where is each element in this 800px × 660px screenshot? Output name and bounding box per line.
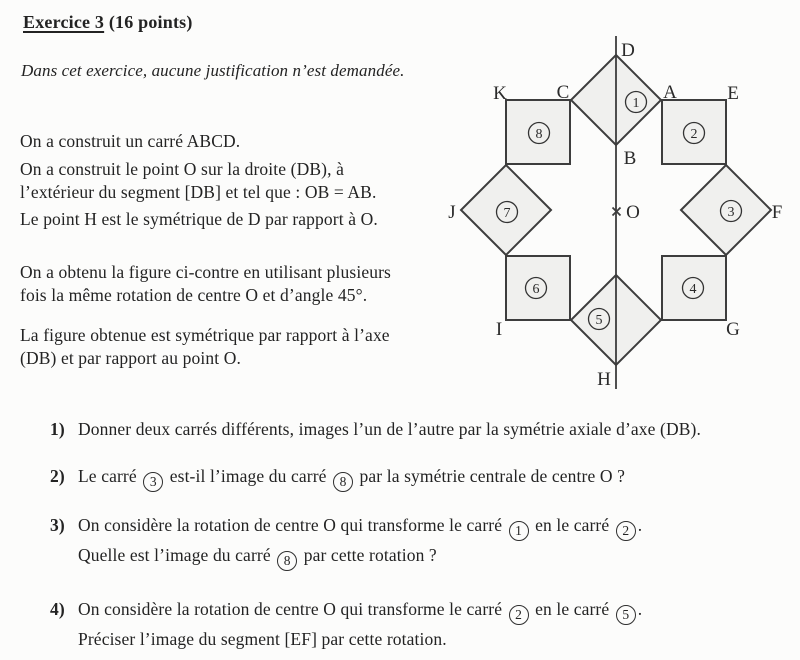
square-number-label-8: 8 — [535, 127, 543, 142]
intro-paragraph-2 — [20, 158, 465, 204]
point-label-C: C — [556, 82, 570, 103]
paragraph-line: On a obtenu la figure ci-contre en utilisant plusieurs — [20, 262, 391, 282]
square-number-label-7: 7 — [503, 206, 511, 221]
exercise-title-points: (16 points) — [104, 12, 193, 32]
question-line: Donner deux carrés différents, images l’un de l’autre par la symétrie axiale d’axe (DB). — [78, 419, 701, 439]
question-line: Quelle est l’image du carré 8 par cette rotation ? — [78, 541, 793, 571]
point-label-I: I — [495, 319, 503, 340]
square-3-shape — [681, 165, 771, 255]
paragraph-line: fois la même rotation de centre O et d’angle 45°. — [20, 285, 368, 306]
question-line: On considère la rotation de centre O qui transforme le carré 1 en le carré 2 . — [78, 511, 793, 541]
intro-paragraph-1 — [20, 130, 465, 153]
point-label-O: O — [626, 202, 640, 223]
paragraph-line: La figure obtenue est symétrique par rapport à l’axe — [20, 325, 390, 345]
paragraph-line: On a construit un carré ABCD. — [20, 131, 241, 151]
square-number-label-2: 2 — [690, 127, 698, 142]
exercise-title-name: Exercice 3 — [23, 12, 105, 32]
square-number-label-4: 4 — [689, 282, 697, 297]
point-label-J: J — [448, 202, 456, 223]
circled-number-2: 2 — [509, 605, 529, 625]
question-line: Le carré 3 est-il l’image du carré 8 par la symétrie centrale de centre O ? — [78, 465, 793, 492]
paragraph-line: On a construit le point O sur la droite (DB), à — [20, 159, 344, 179]
paragraph-line: Le point H est le symétrique de D par rapport à O. — [20, 209, 378, 229]
circled-number-1: 1 — [509, 521, 529, 541]
question-number: 3) — [50, 515, 65, 535]
intro-paragraph-4 — [20, 261, 465, 307]
point-label-K: K — [493, 83, 507, 104]
question-text — [78, 511, 793, 571]
question-line: On considère la rotation de centre O qui transforme le carré 2 en le carré 5 . — [78, 595, 793, 625]
question-text — [78, 418, 793, 441]
paragraph-line: l’extérieur du segment [DB] et tel que : OB = AB. — [20, 182, 377, 203]
paragraph-line: (DB) et par rapport au point O. — [20, 348, 241, 369]
point-label-A: A — [663, 82, 677, 103]
exercise-title — [23, 12, 193, 33]
exercise-note: Dans cet exercice, aucune justification n’est demandée. — [21, 61, 405, 80]
point-label-D: D — [621, 40, 635, 61]
circled-number-8: 8 — [277, 551, 297, 571]
circled-number-3: 3 — [143, 472, 163, 492]
question-line: Préciser l’image du segment [EF] par cette rotation. — [78, 628, 447, 649]
question-number: 2) — [50, 466, 65, 486]
square-number-label-5: 5 — [595, 313, 603, 328]
point-label-B: B — [623, 148, 637, 169]
square-number-label-1: 1 — [632, 96, 640, 111]
square-number-label-6: 6 — [532, 282, 540, 297]
circled-number-2: 2 — [616, 521, 636, 541]
point-label-F: F — [771, 202, 783, 223]
question-text — [78, 595, 793, 653]
question-number: 4) — [50, 599, 65, 619]
circled-number-8: 8 — [333, 472, 353, 492]
rotation-figure — [440, 30, 800, 395]
point-label-E: E — [727, 83, 739, 104]
square-number-label-3: 3 — [727, 205, 735, 220]
point-label-H: H — [597, 369, 611, 390]
question-text — [78, 465, 793, 492]
intro-paragraph-3 — [20, 208, 465, 231]
intro-paragraph-5 — [20, 324, 465, 370]
question-number: 1) — [50, 419, 65, 439]
circled-number-5: 5 — [616, 605, 636, 625]
point-label-G: G — [726, 319, 740, 340]
